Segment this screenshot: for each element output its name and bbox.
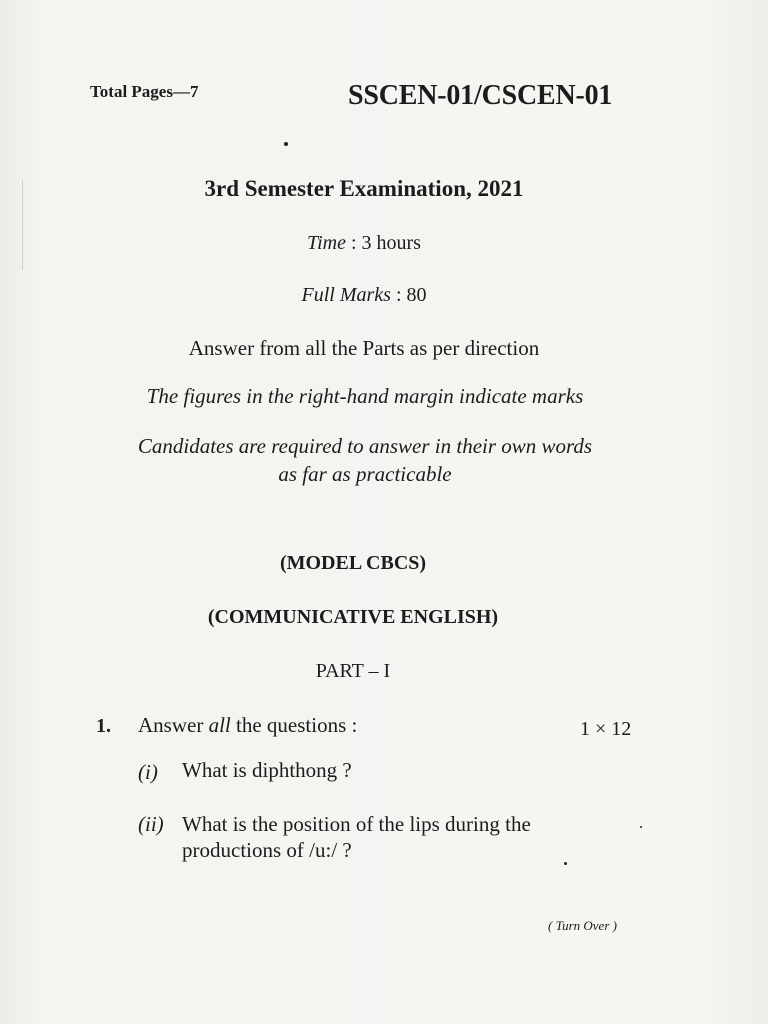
- course-model: (MODEL CBCS): [279, 552, 427, 574]
- question-text-pre: Answer: [138, 713, 209, 737]
- part-heading: PART – I: [315, 660, 391, 682]
- exam-direction: Answer from all the Parts as per direction: [188, 336, 540, 360]
- paper-code: SSCEN-01/CSCEN-01: [348, 80, 613, 111]
- sub-question-text: What is diphthong ?: [182, 758, 352, 782]
- exam-time: [0, 232, 728, 255]
- question-text-emphasis: all: [208, 713, 231, 737]
- time-label: Time: [307, 232, 346, 254]
- sub-question-text: What is the position of the lips during the: [182, 812, 531, 836]
- turn-over-text: ( Turn Over ): [548, 918, 617, 933]
- candidates-note-line2: as far as practicable: [278, 462, 452, 486]
- exam-title: 3rd Semester Examination, 2021: [204, 176, 524, 201]
- question-number: 1.: [96, 715, 111, 737]
- marks-label: Full Marks: [301, 284, 391, 306]
- turn-over-note: [548, 918, 617, 934]
- sub-question-label: (ii): [138, 812, 164, 836]
- sub-question-text-continued: productions of /u:/ ?: [182, 838, 352, 862]
- candidates-note-line1: Candidates are required to answer in their own words: [137, 434, 593, 458]
- course-subject: (COMMUNICATIVE ENGLISH): [207, 606, 499, 628]
- time-value: : 3 hours: [345, 232, 421, 254]
- marks-value: : 80: [390, 284, 427, 306]
- question-text-post: the questions :: [230, 713, 358, 737]
- exam-full-marks: [0, 284, 728, 307]
- scan-dot: [564, 862, 567, 865]
- question-text: [138, 713, 357, 738]
- scan-dot: [640, 826, 642, 828]
- question-marks: 1 × 12: [580, 718, 632, 740]
- scan-dot: [284, 142, 288, 146]
- figures-note: The figures in the right-hand margin indicate marks: [146, 384, 584, 408]
- sub-question-label: (i): [138, 760, 158, 784]
- total-pages: Total Pages—7: [90, 82, 199, 101]
